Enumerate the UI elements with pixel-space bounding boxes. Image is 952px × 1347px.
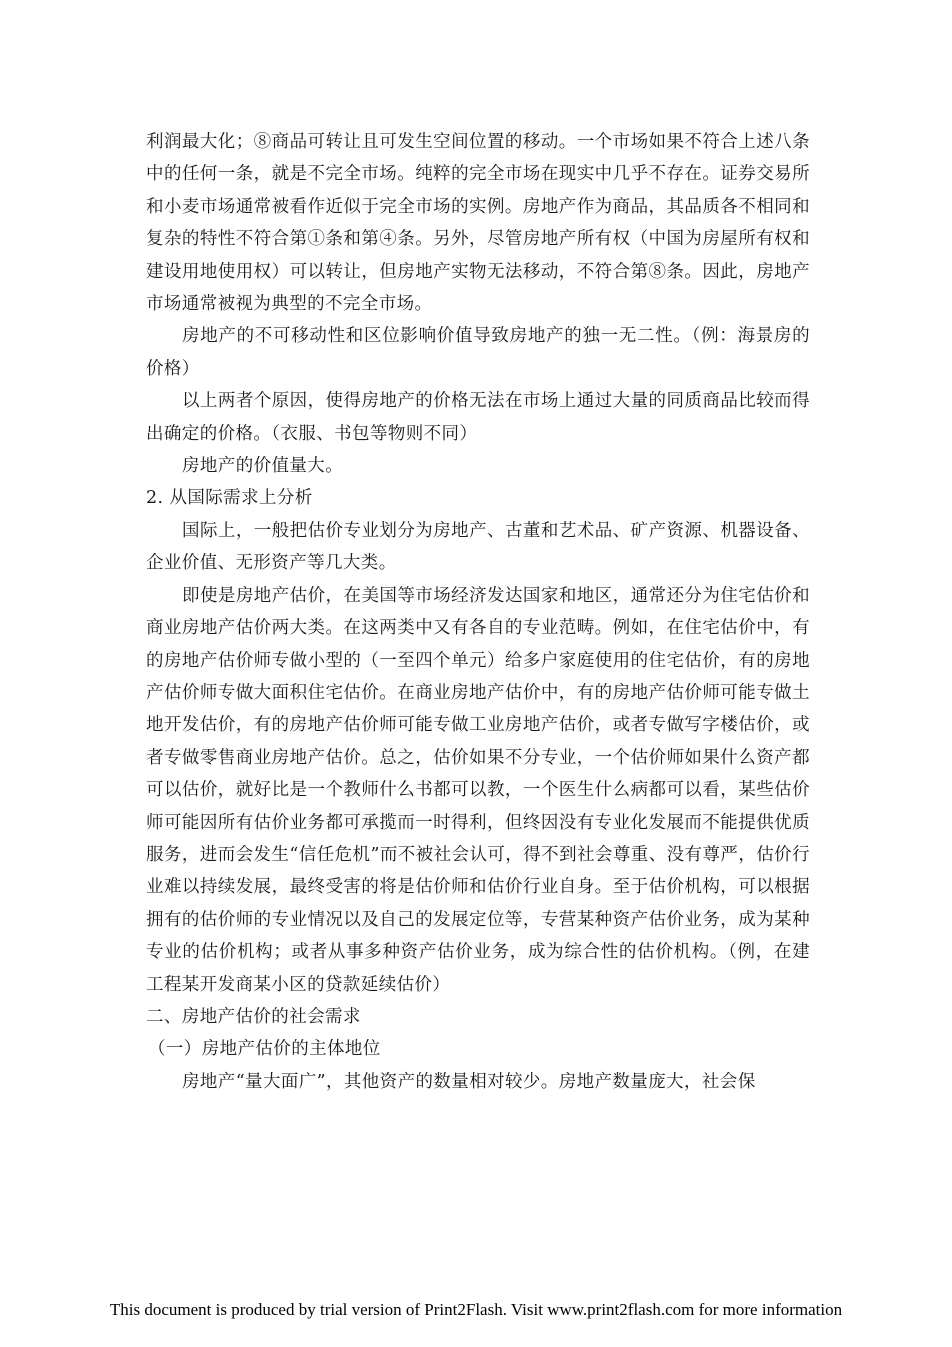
paragraph-specialization: 即使是房地产估价，在美国等市场经济发达国家和地区，通常还分为住宅估价和商业房地产估价两大类。在这两类中又有各自的专业范畴。例如，在住宅估价中，有的房地产估价师专做小型的（一至四个单元）给多户家庭使用的住宅估价，有的房地产估价师专做大面积住宅估价。在商业房地产估价中，有的房地产估价师可能专做土地开发估价，有的房地产估价师可能专做工业房地产估价，或者专做写字楼估价，或者专做零售商业房地产估价。总之，估价如果不分专业，一个估价师如果什么资产都可以估价，就好比是一个教师什么书都可以教，一个医生什么病都可以看，某些估价师可能因所有估价业务都可承揽而一时得利，但终因没有专业化发展而不能提供优质服务，进而会发生“信任危机”而不被社会认可，得不到社会尊重、没有尊严，估价行业难以持续发展，最终受害的将是估价师和估价行业自身。至于估价机构，可以根据拥有的估价师的专业情况以及自己的发展定位等，专营某种资产估价业务，成为某种专业的估价机构；或者从事多种资产估价业务，成为综合性的估价机构。（例，在建工程某开发商某小区的贷款延续估价） [146,585,810,995]
paragraph-international-categories: 国际上，一般把估价专业划分为房地产、古董和艺术品、矿产资源、机器设备、企业价值、无形资产等几大类。 [146,520,810,574]
section-heading-international-demand: 2. 从国际需求上分析 [146,488,313,509]
trial-watermark-footer: This document is produced by trial version of Print2Flash. Visit www.print2flash.com for more information [109,1300,843,1319]
section-heading-social-demand: 二、房地产估价的社会需求 [146,1006,361,1027]
paragraph-price-reasons: 以上两者个原因，使得房地产的价格无法在市场上通过大量的同质商品比较而得出确定的价格。（衣服、书包等物则不同） [146,391,810,444]
paragraph-quantity: 房地产“量大面广”，其他资产的数量相对较少。房地产数量庞大，社会保 [182,1071,756,1092]
paragraph-uniqueness: 房地产的不可移动性和区位影响价值导致房地产的独一无二性。（例：海景房的价格） [146,326,810,379]
paragraph-perfect-market: 利润最大化；⑧商品可转让且可发生空间位置的移动。一个市场如果不符合上述八条中的任何一条，就是不完全市场。纯粹的完全市场在现实中几乎不存在。证券交易所和小麦市场通常被看作近似于完全市场的实例。房地产作为商品，其品质各不相同和复杂的特性不符合第①条和第④条。另外，尽管房地产所有权（中国为房屋所有权和建设用地使用权）可以转让，但房地产实物无法移动，不符合第⑧条。因此，房地产市场通常被视为典型的不完全市场。 [146,132,810,315]
paragraph-value-large: 房地产的价值量大。 [182,456,344,477]
subsection-heading-main-position: （一）房地产估价的主体地位 [148,1039,381,1060]
document-body [146,126,810,1098]
